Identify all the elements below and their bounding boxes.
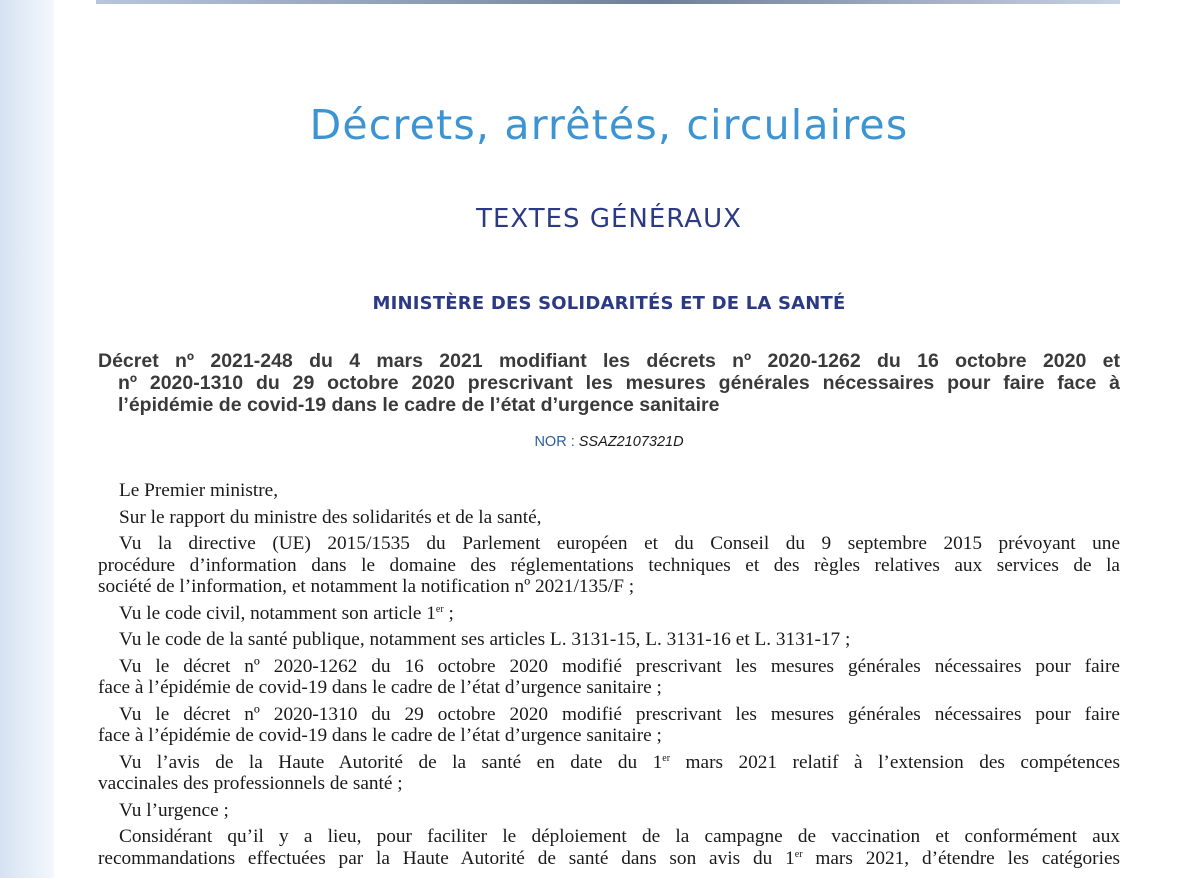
- paragraph: [98, 800, 1120, 822]
- paragraph-line: Vu l’urgence ;: [119, 799, 229, 821]
- decree-title-line: Décret nº 2021-248 du 4 mars 2021 modifiant les décrets nº 2020-1262 du 16 octobre 2020 et: [98, 350, 1120, 372]
- paragraph-line: Vu la directive (UE) 2015/1535 du Parlement européen et du Conseil du 9 septembre 2015 prévoyant une: [119, 533, 1120, 554]
- paragraph: [98, 629, 1120, 651]
- superscript: er: [435, 603, 444, 615]
- paragraph-line: Vu le décret nº 2020-1262 du 16 octobre 2020 modifié prescrivant les mesures générales nécessaires pour faire: [119, 655, 1120, 677]
- paragraph-line: procédure d’information dans le domaine des réglementations techniques et des règles relatives aux services de la: [98, 554, 1120, 576]
- page-gutter: [0, 0, 54, 878]
- ministry-heading: MINISTÈRE DES SOLIDARITÉS ET DE LA SANTÉ: [372, 293, 846, 314]
- paragraph-line: Considérant qu’il y a lieu, pour faciliter le déploiement de la campagne de vaccination et conformément aux: [119, 826, 1120, 847]
- paragraph-line: Vu le décret nº 2020-1310 du 29 octobre 2020 modifié prescrivant les mesures générales nécessaires pour faire: [119, 703, 1120, 725]
- superscript: er: [794, 848, 803, 860]
- decree-body: [98, 480, 1120, 874]
- paragraph: [98, 656, 1120, 699]
- paragraph-line: face à l’épidémie de covid-19 dans le cadre de l’état d’urgence sanitaire ;: [98, 677, 662, 698]
- section-title: Décrets, arrêtés, circulaires: [309, 101, 909, 149]
- text-run: mars 2021 relatif à l’extension des compétences: [670, 751, 1120, 773]
- paragraph-line: Sur le rapport du ministre des solidarités et de la santé,: [119, 506, 542, 528]
- paragraph-line: [98, 752, 1120, 774]
- decree-title-line: l’épidémie de covid-19 dans le cadre de l’état d’urgence sanitaire: [118, 394, 720, 416]
- paragraph: [98, 480, 1120, 502]
- paragraph-line: [98, 603, 1120, 625]
- text-run: Vu l’avis de la Haute Autorité de la santé en date du 1: [119, 751, 663, 773]
- text-run: mars 2021, d’étendre les catégories: [802, 847, 1121, 869]
- paragraph-line: Vu le code de la santé publique, notamment ses articles L. 3131-15, L. 3131-16 et L. 3131-17 ;: [119, 629, 851, 650]
- paragraph: [98, 507, 1120, 529]
- nor-reference: [98, 431, 1120, 453]
- paragraph: [98, 603, 1120, 625]
- paragraph-line: face à l’épidémie de covid-19 dans le cadre de l’état d’urgence sanitaire ;: [98, 725, 662, 746]
- nor-label: NOR :: [534, 434, 575, 450]
- text-run: recommandations effectuées par la Haute Autorité de santé dans son avis du 1: [98, 847, 795, 869]
- paragraph-line: Le Premier ministre,: [119, 480, 279, 501]
- paragraph-line: société de l’information, et notamment la notification nº 2021/135/F ;: [98, 576, 635, 597]
- text-run: ;: [443, 602, 454, 624]
- superscript: er: [662, 752, 671, 764]
- paragraph: [98, 826, 1120, 869]
- text-run: Vu le code civil, notamment son article 1: [119, 602, 436, 624]
- decree-title: [98, 350, 1120, 416]
- subsection-title: TEXTES GÉNÉRAUX: [476, 204, 742, 234]
- paragraph: [98, 752, 1120, 795]
- paragraph-line: vaccinales des professionnels de santé ;: [98, 773, 403, 794]
- nor-value: SSAZ2107321D: [578, 434, 684, 450]
- paragraph-line: [98, 848, 1120, 870]
- paragraph: [98, 704, 1120, 747]
- header-rule: [96, 0, 1120, 4]
- decree-title-line: nº 2020-1310 du 29 octobre 2020 prescrivant les mesures générales nécessaires pour faire face à: [118, 372, 1120, 394]
- paragraph: [98, 533, 1120, 598]
